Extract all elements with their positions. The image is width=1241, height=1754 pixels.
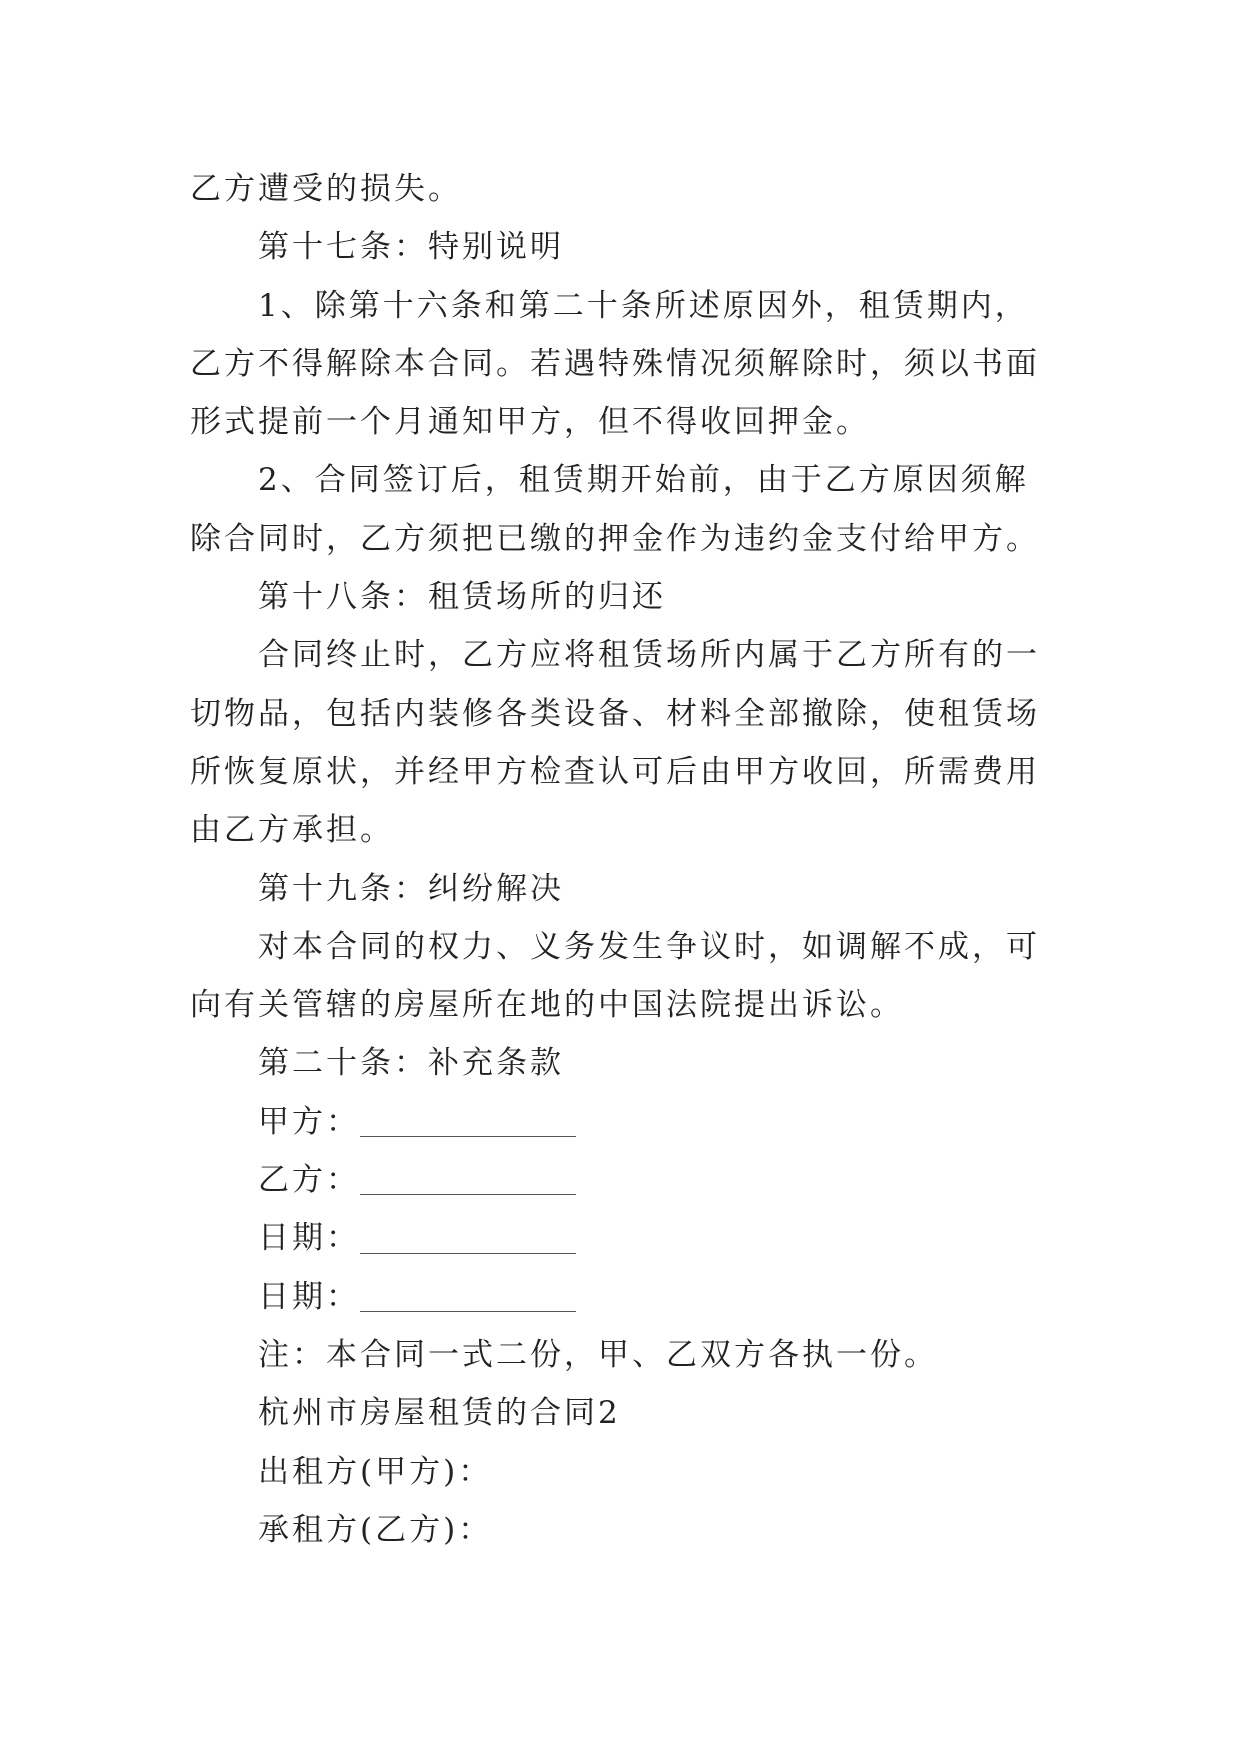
article-18-body: 合同终止时，乙方应将租赁场所内属于乙方所有的一切物品，包括内装修各类设备、材料全部撤除，使租赁场所恢复原状，并经甲方检查认可后由甲方收回，所需费用由乙方承担。	[190, 637, 1040, 849]
article-18-heading: 第十八条：租赁场所的归还	[258, 579, 666, 616]
article-17-heading: 第十七条：特别说明	[258, 229, 564, 266]
article-17-clause-2: 2、合同签订后，租赁期开始前，由于乙方原因须解除合同时，乙方须把已缴的押金作为违约金支付给甲方。	[190, 462, 1040, 557]
signature-line-date-a	[190, 1209, 1055, 1267]
signature-line-date-b	[190, 1268, 1055, 1326]
signature-blank	[360, 1268, 576, 1326]
document-body	[190, 160, 1055, 1559]
contract-2-title: 杭州市房屋租赁的合同2	[258, 1395, 621, 1432]
article-19-heading: 第十九条：纠纷解决	[258, 870, 564, 907]
contract-note: 注：本合同一式二份，甲、乙双方各执一份。	[258, 1336, 938, 1373]
lessee-party: 承租方(乙方)：	[258, 1511, 493, 1548]
article-20-heading: 第二十条：补充条款	[258, 1045, 564, 1082]
signature-label: 日期：	[258, 1220, 360, 1257]
signature-blank	[360, 1151, 576, 1209]
article-19-body: 对本合同的权力、义务发生争议时，如调解不成，可向有关管辖的房屋所在地的中国法院提出诉讼。	[190, 928, 1040, 1024]
signature-blank	[360, 1093, 576, 1151]
article-17-clause-1: 1、除第十六条和第二十条所述原因外，租赁期内，乙方不得解除本合同。若遇特殊情况须解除时，须以书面形式提前一个月通知甲方，但不得收回押金。	[190, 287, 1040, 441]
signature-label: 甲方：	[258, 1103, 360, 1140]
signature-line-party-a	[190, 1093, 1055, 1151]
signature-blank	[360, 1209, 576, 1267]
signature-label: 乙方：	[258, 1162, 360, 1199]
paragraph-loss-continuation: 乙方遭受的损失。	[190, 171, 462, 207]
signature-label: 日期：	[258, 1278, 360, 1315]
signature-line-party-b	[190, 1151, 1055, 1209]
lessor-party: 出租方(甲方)：	[258, 1453, 493, 1490]
